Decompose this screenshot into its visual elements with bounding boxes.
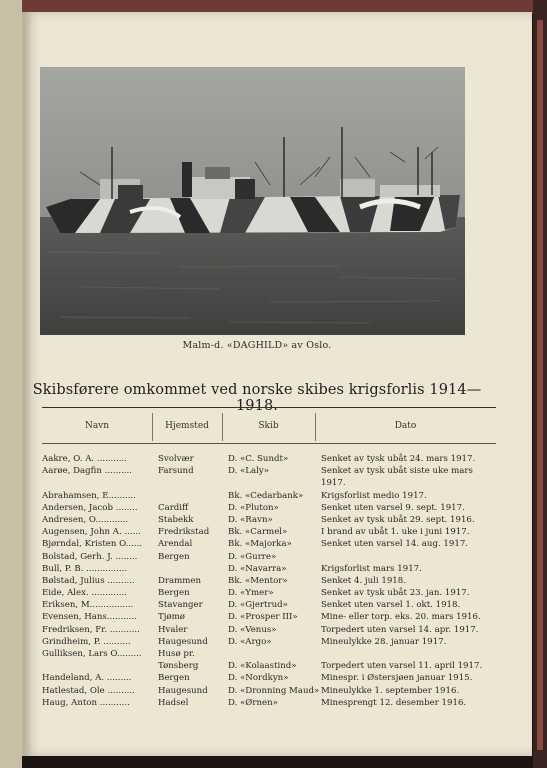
table-cell-dato: Senket uten varsel 9. sept. 1917. xyxy=(321,502,465,513)
book-left-page-edge xyxy=(0,0,22,768)
table-cell-skib: Bk. «Majorka» xyxy=(228,539,292,550)
table-cell-dato: Senket uten varsel 14. aug. 1917. xyxy=(321,539,469,550)
table-cell-skib: D. «C. Sundt» xyxy=(228,454,289,464)
table-cell-dato: I brand av ubåt 1. uke i juni 1917. xyxy=(321,527,470,538)
photo-caption: Malm-d. «DAGHILD» av Oslo. xyxy=(182,340,332,351)
table-cell-skib: D. «Argo» xyxy=(228,636,272,647)
table-cell-navn: Augensen, John A. ...... xyxy=(42,527,141,538)
table-cell-skib: D. «Laly» xyxy=(228,466,269,477)
table-cell-navn: Andresen, O............ xyxy=(42,514,129,525)
column-navn xyxy=(42,453,154,709)
table-cell-dato xyxy=(321,648,497,660)
column-hjemsted xyxy=(158,453,228,709)
header-dato: Dato xyxy=(394,421,417,431)
table-cell-skib: D. «Venus» xyxy=(228,624,277,635)
table-cell-skib: D. «Gurre» xyxy=(228,551,277,562)
table-cell-dato: Minesprengt 12. desember 1916. xyxy=(321,697,467,708)
table-cell-hjemsted: Arendal xyxy=(158,539,193,550)
table-cell-skib: Bk. «Cedarbank» xyxy=(228,490,304,501)
table-cell-hjemsted xyxy=(158,490,228,502)
page-heading: Skibsførere omkommet ved norske skibes krigsforlis 1914—1918. xyxy=(32,382,482,414)
table-cell-hjemsted: Farsund xyxy=(158,466,194,477)
table-cell-dato: Krigsforlist medio 1917. xyxy=(321,490,427,501)
table-cell-hjemsted xyxy=(158,563,228,575)
table-cell-hjemsted: Hvaler xyxy=(158,624,188,635)
table-cell-navn xyxy=(42,477,154,489)
table-cell-navn: Gulliksen, Lars O......... xyxy=(42,649,142,659)
table-cell-navn: Eide, Alex. ............. xyxy=(42,588,127,599)
table-cell-dato xyxy=(321,551,497,563)
table-cell-navn: Evensen, Hans........... xyxy=(42,612,137,623)
header-hjemsted: Hjemsted xyxy=(165,421,209,431)
table-cell-navn: Andersen, Jacob ........ xyxy=(42,502,138,513)
table-cell-navn: Bølstad, Julius .......... xyxy=(42,575,135,586)
column-dato xyxy=(321,453,497,709)
table-cell-navn: Bull, P. B. ............... xyxy=(42,563,128,574)
dazzle-camouflage-ship-image xyxy=(40,67,465,335)
table-cell-skib: D. «Dronning Maud» xyxy=(228,685,320,696)
table-cell-skib: D. «Ymer» xyxy=(228,588,274,599)
table-cell-skib: D. «Gjertrud» xyxy=(228,600,288,611)
table-cell-dato: Krigsforlist mars 1917. xyxy=(321,563,422,574)
table-cell-navn: Fredriksen, Fr. ........... xyxy=(42,624,140,635)
table-cell-dato: Senket av tysk ubåt siste uke mars xyxy=(321,466,473,477)
table-cell-skib xyxy=(228,477,320,489)
table-cell-navn: Bjørndal, Kristen O...... xyxy=(42,539,143,550)
captains-table xyxy=(42,407,496,707)
table-cell-dato: 1917. xyxy=(321,478,346,489)
table-cell-navn: Handeland, A. ......... xyxy=(42,673,132,684)
book-cover-binding-strip xyxy=(537,20,543,750)
table-cell-dato: Mineulykke 1. september 1916. xyxy=(321,685,460,696)
table-cell-navn: Eriksen, M................ xyxy=(42,600,134,611)
table-cell-skib: D. «Ravn» xyxy=(228,514,273,525)
table-cell-hjemsted: Husø pr. xyxy=(158,649,195,659)
table-cell-dato: Senket av tysk ubåt 24. mars 1917. xyxy=(321,454,476,464)
table-cell-dato: Minespr. i Østersjøen januar 1915. xyxy=(321,673,473,684)
table-cell-navn: Haug, Anton ........... xyxy=(42,697,130,708)
table-cell-navn: Aakre, O. A. ........... xyxy=(42,454,127,464)
table-cell-skib: D. «Pluton» xyxy=(228,502,279,513)
table-cell-hjemsted: Fredrikstad xyxy=(158,527,210,538)
table-cell-navn: Bolstad, Gerh. J. ........ xyxy=(42,551,138,562)
table-cell-skib: D. «Nordkyn» xyxy=(228,673,289,684)
table-cell-dato: Torpedert uten varsel 14. apr. 1917. xyxy=(321,624,479,635)
table-cell-navn: Aarøe, Dagfin .......... xyxy=(42,466,132,477)
table-cell-skib: Bk. «Carmel» xyxy=(228,527,288,538)
table-cell-skib: D. «Navarra» xyxy=(228,563,287,574)
book-page xyxy=(22,12,532,756)
table-cell-dato: Torpedert uten varsel 11. april 1917. xyxy=(321,661,483,672)
table-cell-skib: D. «Prosper III» xyxy=(228,612,298,623)
table-cell-dato: Mine- eller torp. eks. 20. mars 1916. xyxy=(321,612,481,623)
table-cell-skib: D. «Kolaastind» xyxy=(228,661,297,672)
table-cell-hjemsted: Haugesund xyxy=(158,636,208,647)
table-cell-navn: Hatlestad, Ole .......... xyxy=(42,685,135,696)
table-cell-hjemsted: Cardiff xyxy=(158,502,189,513)
header-skib: Skib xyxy=(258,421,279,431)
table-cell-dato: Senket uten varsel 1. okt. 1918. xyxy=(321,600,461,611)
table-cell-hjemsted: Drammen xyxy=(158,575,202,586)
table-cell-navn: Grindheim, P. .......... xyxy=(42,636,131,647)
table-cell-dato: Senket av tysk ubåt 23. jan. 1917. xyxy=(321,588,470,599)
table-cell-hjemsted: Hadsel xyxy=(158,697,189,708)
table-top-rule xyxy=(42,407,496,408)
table-cell-hjemsted: Stavanger xyxy=(158,600,203,611)
table-cell-skib: D. «Ørnen» xyxy=(228,697,278,708)
table-cell-hjemsted: Haugesund xyxy=(158,685,208,696)
table-cell-hjemsted: Stabekk xyxy=(158,514,194,525)
table-cell-hjemsted xyxy=(158,477,228,489)
column-skib xyxy=(228,453,320,709)
table-cell-hjemsted: Svolvær xyxy=(158,454,194,464)
table-cell-dato: Senket 4. juli 1918. xyxy=(321,575,406,586)
table-cell-skib: Bk. «Mentor» xyxy=(228,575,288,586)
table-cell-hjemsted: Tjømø xyxy=(158,612,185,623)
table-cell-dato: Senket av tysk ubåt 29. sept. 1916. xyxy=(321,514,475,525)
ship-photograph xyxy=(40,67,465,335)
table-cell-hjemsted: Bergen xyxy=(158,588,190,599)
table-cell-hjemsted: Bergen xyxy=(158,673,190,684)
header-navn: Navn xyxy=(84,421,110,431)
table-cell-hjemsted: Bergen xyxy=(158,551,190,562)
table-cell-dato: Mineulykke 28. januar 1917. xyxy=(321,636,447,647)
table-cell-navn xyxy=(42,660,154,672)
table-cell-skib xyxy=(228,648,320,660)
table-header-rule xyxy=(42,443,496,444)
table-cell-navn: Abrahamsen, E.......... xyxy=(42,490,136,501)
table-cell-hjemsted: Tønsberg xyxy=(158,661,199,672)
